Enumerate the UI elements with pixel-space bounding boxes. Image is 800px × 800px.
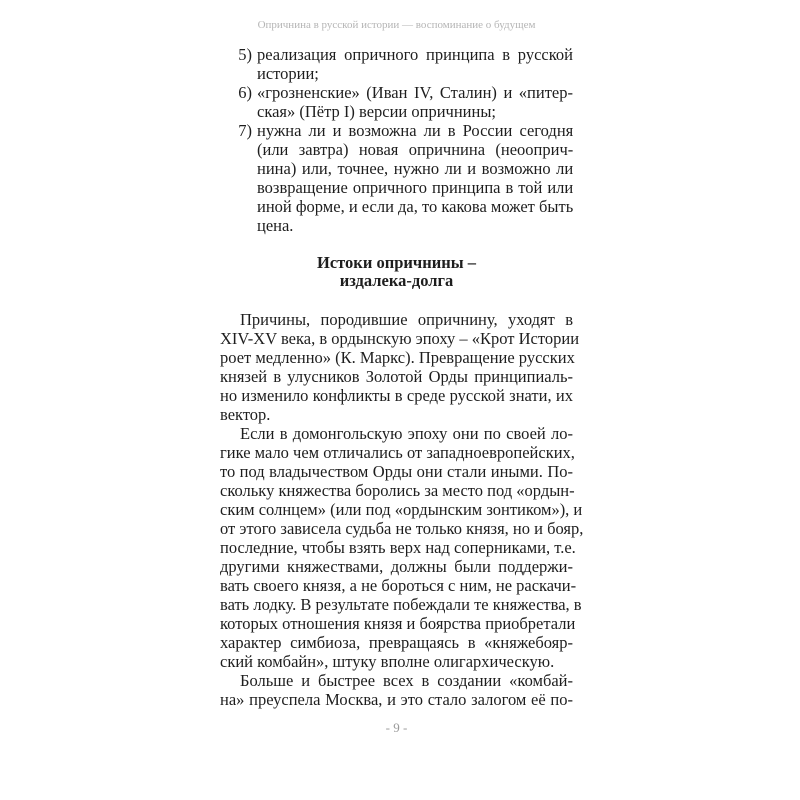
running-header: Опричнина в русской истории — воспоминание о будущем — [257, 19, 536, 31]
text-line: Если в домонгольскую эпоху они по своей ло- — [240, 424, 573, 443]
text-line: иной форме, и если да, то какова может быть — [257, 197, 574, 216]
paragraph — [220, 310, 580, 424]
text-line: реализация опричного принципа в русской — [257, 45, 573, 64]
text-line: князей в улусников Золотой Орды принципиаль- — [220, 367, 573, 386]
list-item — [220, 121, 573, 235]
heading-line: Истоки опричнины – — [317, 253, 476, 272]
text-line: ская» (Пётр I) версии опричнины; — [257, 102, 497, 121]
body-text — [220, 310, 584, 709]
heading-line: издалека-долга — [339, 271, 454, 290]
text-line: то под владычеством Орды они стали иными. По- — [220, 462, 573, 481]
text-line: вать своего князя, а не бороться с ним, не раскачи- — [220, 576, 577, 595]
list-number: 5) — [238, 45, 252, 64]
text-line: ским солнцем» (или под «ордынским зонтиком»), и — [220, 500, 583, 519]
text-line: ский комбайн», штуку вполне олигархическую. — [220, 652, 555, 671]
text-line: гике мало чем отличались от западноевропейских, — [220, 443, 575, 462]
paragraph — [220, 671, 573, 709]
text-line: последние, чтобы взять верх над соперниками, т.е. — [220, 538, 576, 557]
list-number: 6) — [238, 83, 252, 102]
text-line: истории; — [257, 64, 319, 83]
text-line: на» преуспела Москва, и это стало залогом её по- — [220, 690, 573, 709]
text-line: вать лодку. В результате побеждали те княжества, в — [220, 595, 582, 614]
text-line: Причины, породившие опричнину, уходят в — [240, 310, 573, 329]
text-line: вектор. — [220, 405, 271, 424]
section-heading — [220, 254, 573, 290]
list-item — [220, 45, 573, 83]
text-line: другими княжествами, должны были поддержи- — [220, 557, 573, 576]
text-line: Больше и быстрее всех в создании «комбай- — [240, 671, 573, 690]
list-item — [220, 83, 573, 121]
text-line: «грозненские» (Иван IV, Сталин) и «питер- — [257, 83, 573, 102]
text-line: скольку княжества боролись за место под «ордын- — [220, 481, 575, 500]
text-line: цена. — [257, 216, 294, 235]
text-line: нужна ли и возможна ли в России сегодня — [257, 121, 574, 140]
text-line: характер симбиоза, превращаясь в «княжебояр- — [220, 633, 573, 652]
text-line: от этого зависела судьба не только князя, но и бояр, — [220, 519, 584, 538]
text-line: (или завтра) новая опричнина (неоoприч- — [257, 140, 574, 159]
text-line: XIV-XV века, в ордынскую эпоху – «Крот Истории — [220, 329, 580, 348]
numbered-list — [220, 45, 573, 235]
list-number: 7) — [238, 121, 252, 140]
page-number: - 9 - — [385, 720, 408, 735]
text-line: роет медленно» (К. Маркс). Превращение русских — [220, 348, 575, 367]
text-line: которых отношения князя и боярства приобретали — [220, 614, 576, 633]
text-line: возвращение опричного принципа в той или — [257, 178, 574, 197]
text-line: но изменило конфликты в среде русской знати, их — [220, 386, 573, 405]
text-line: нина) или, точнее, нужно ли и возможно ли — [257, 159, 574, 178]
paragraph — [220, 424, 584, 671]
